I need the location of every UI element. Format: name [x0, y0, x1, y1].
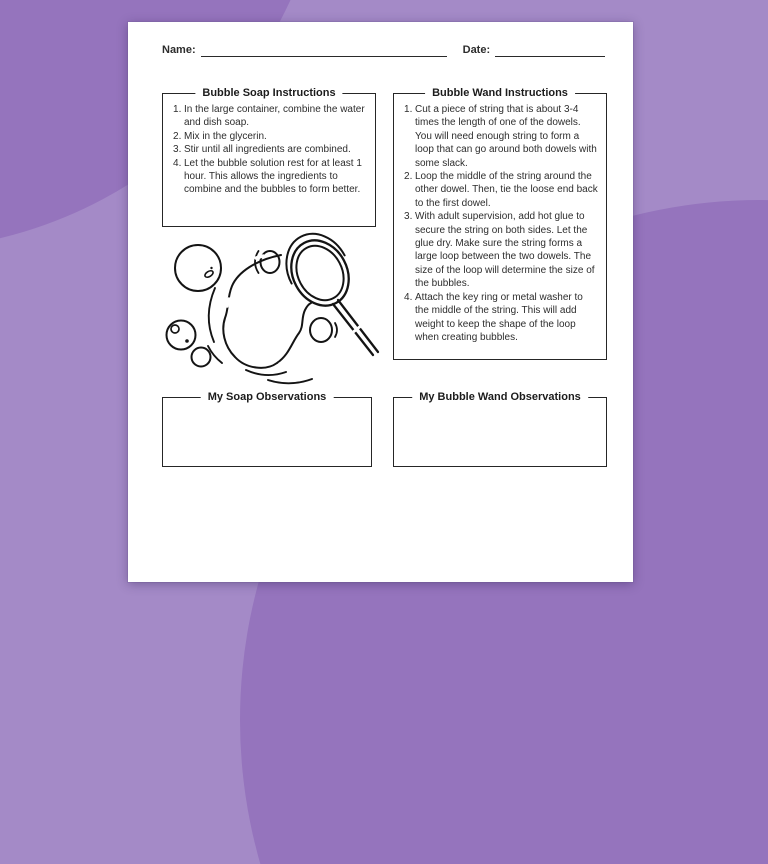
soap-instructions-title: Bubble Soap Instructions — [195, 86, 342, 100]
soap-instructions-list — [163, 94, 375, 197]
bubble-right-icon — [310, 318, 337, 342]
wand-observations-title: My Bubble Wand Observations — [412, 390, 588, 404]
bubble-medium-icon — [167, 321, 196, 350]
soap-observations-title: My Soap Observations — [201, 390, 334, 404]
wand-instructions-list — [394, 94, 606, 344]
soap-instruction-step: Let the bubble solution rest for at least 1 hour. This allows the ingredients to combine and the bubbles to form better. — [184, 157, 362, 196]
wand-instruction-step: Attach the key ring or metal washer to the middle of the string. This will add weight to keep the shape of the loop when creating bubbles. — [415, 291, 583, 343]
wand-instruction-step: Cut a piece of string that is about 3-4 times the length of one of the dowels. You will need enough string to form a loop that can go around both dowels with some slack. — [415, 104, 597, 169]
soap-observations-box — [162, 391, 372, 467]
soap-instruction-step: Mix in the glycerin. — [184, 130, 267, 142]
name-label: Name: — [162, 44, 196, 56]
name-fill-line — [201, 44, 447, 57]
date-label: Date: — [462, 44, 491, 56]
bubble-large-icon — [175, 245, 221, 291]
soap-instruction-step: In the large container, combine the water and dish soap. — [184, 104, 365, 129]
worksheet-paper — [128, 22, 633, 582]
wand-instructions-box — [393, 87, 607, 360]
name-date-row — [162, 44, 605, 57]
wand-instructions-title: Bubble Wand Instructions — [425, 86, 575, 100]
date-fill-line — [495, 44, 605, 57]
soap-instruction-step: Stir until all ingredients are combined. — [184, 144, 351, 156]
bubbles-wand-illustration-icon — [156, 228, 388, 390]
bubble-small-icon — [192, 348, 211, 367]
bubble-wand-icon — [274, 228, 378, 355]
wand-observations-box — [393, 391, 607, 467]
soap-instructions-box — [162, 87, 376, 227]
wand-instruction-step: Loop the middle of the string around the other dowel. Then, tie the loose end back to the first dowel. — [415, 171, 598, 209]
wand-instruction-step: With adult supervision, add hot glue to secure the string on both sides. Let the glue dry. Make sure the string forms a large loop between the two dowels. The size of the loop will determine the size of the bubbles. — [415, 211, 595, 290]
